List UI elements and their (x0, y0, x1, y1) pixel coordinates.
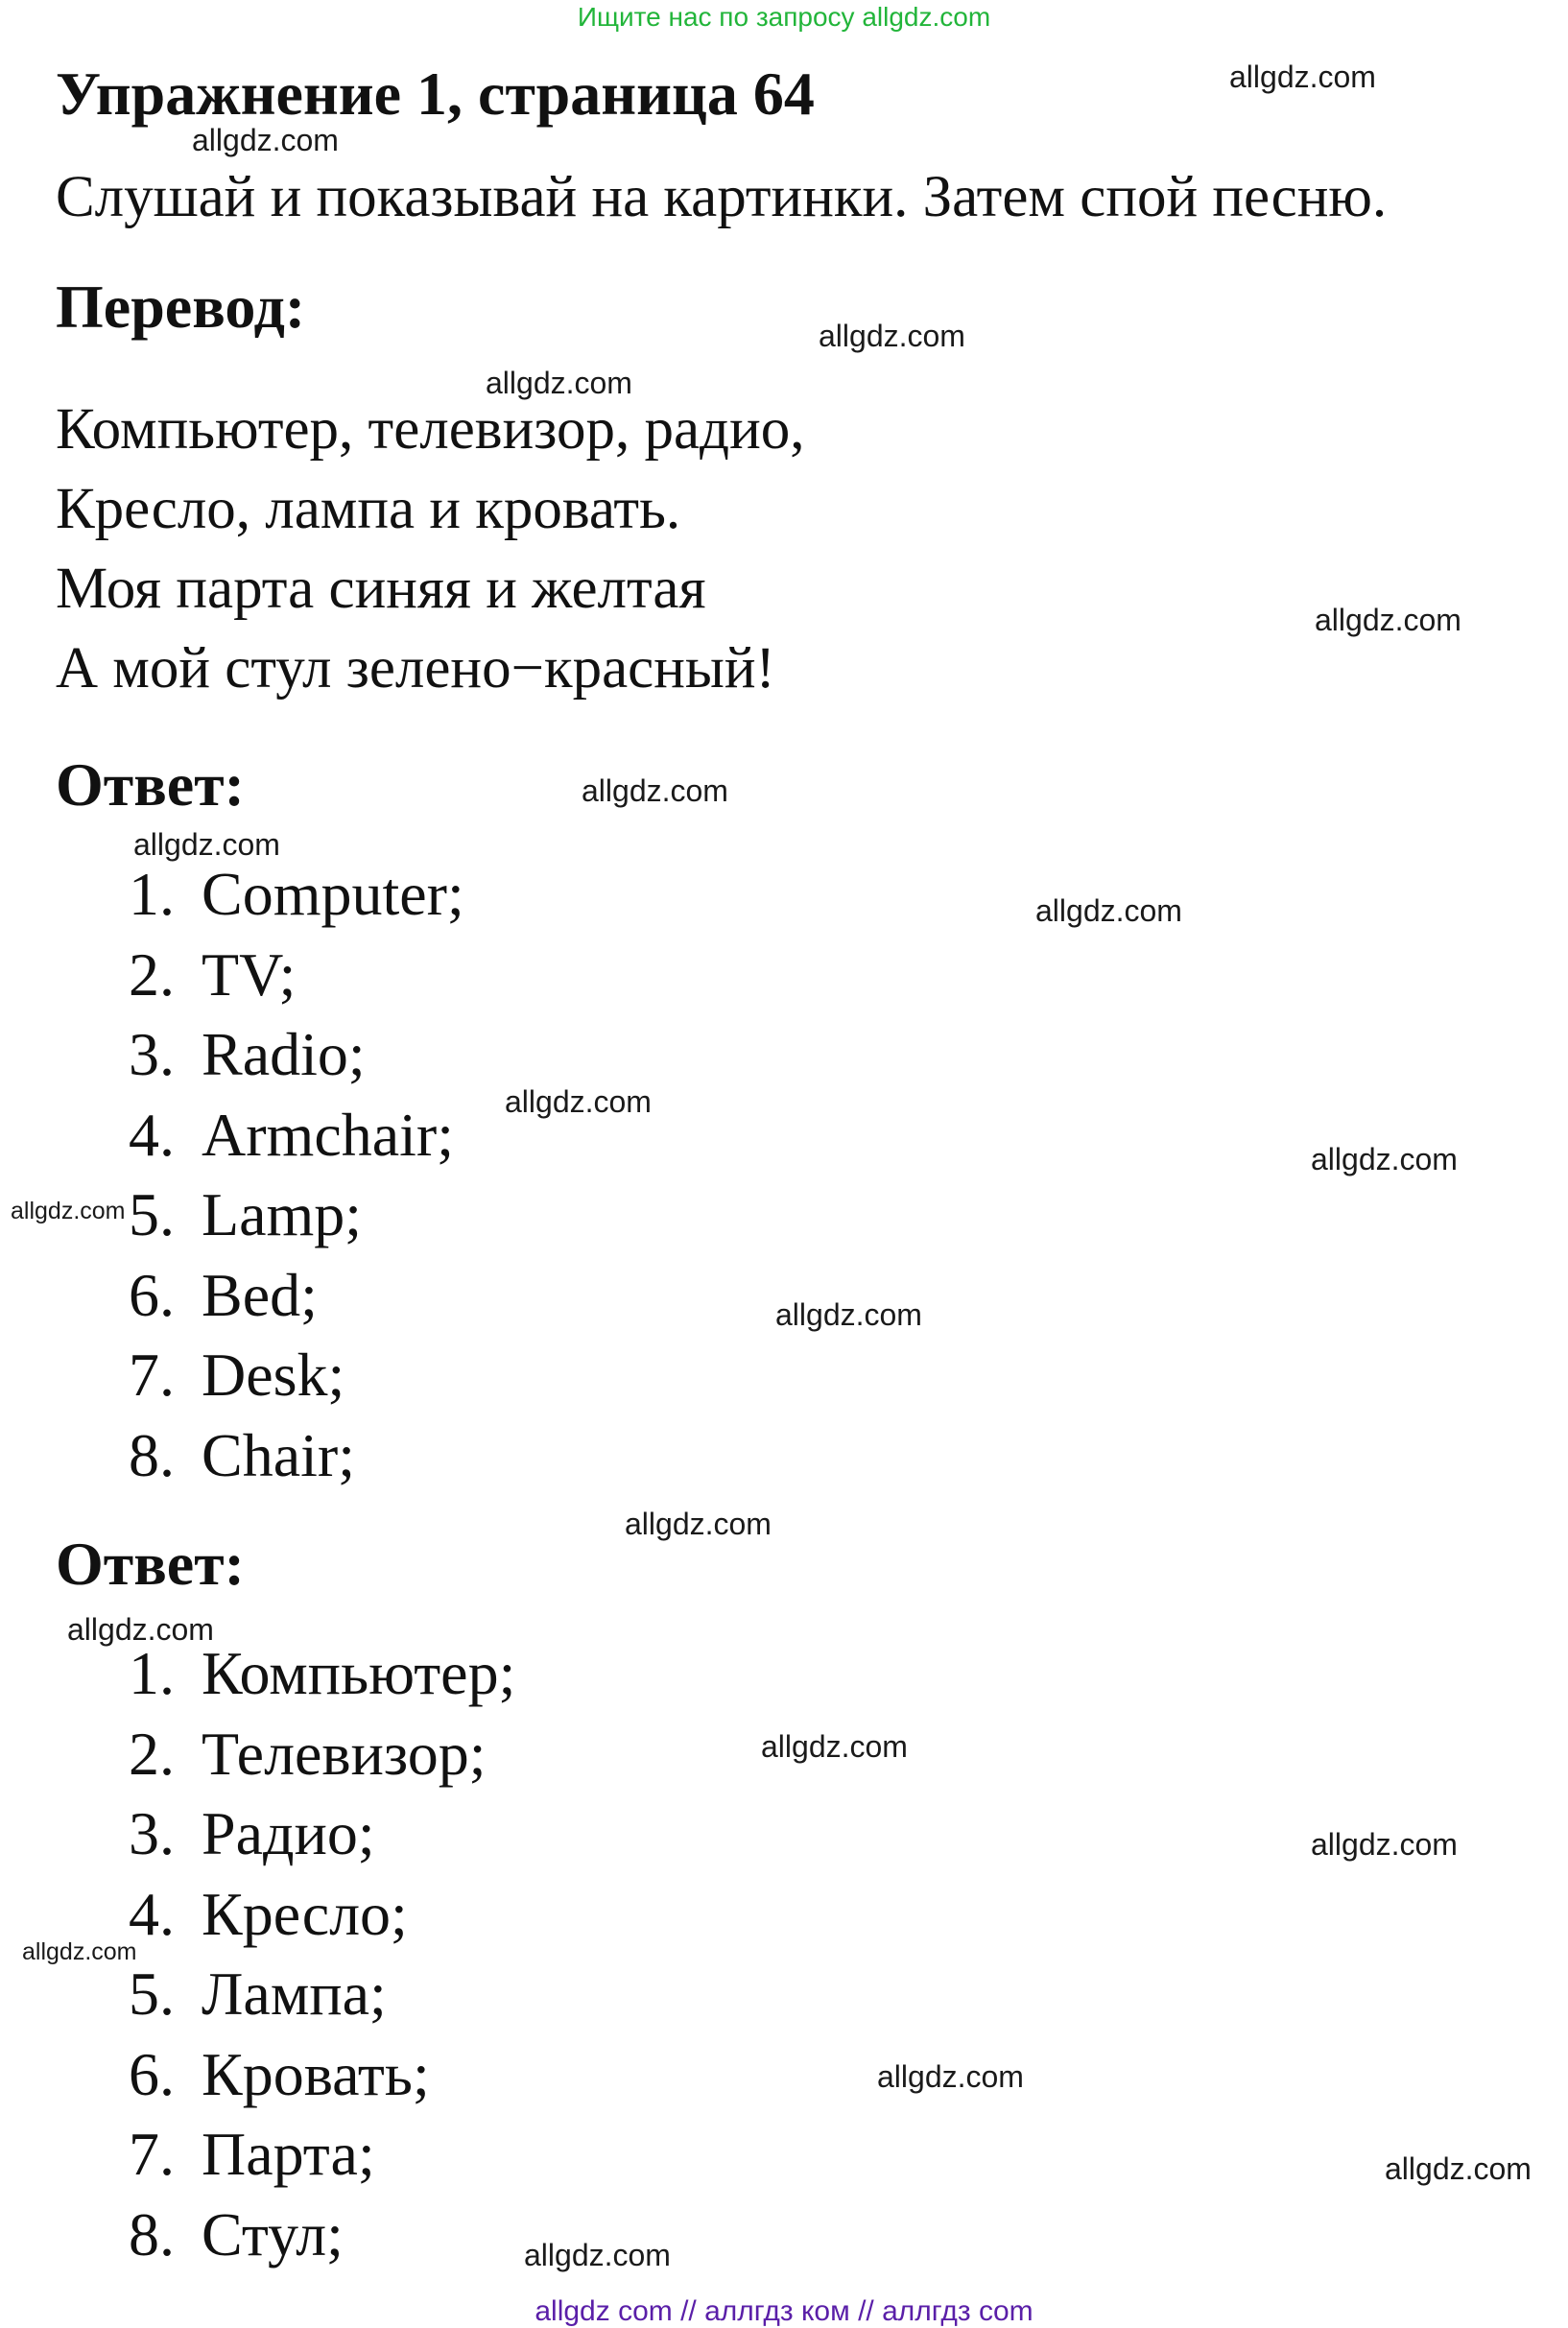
watermark: allgdz.com (877, 2059, 1024, 2094)
poem-line: Компьютер, телевизор, радио, (56, 397, 805, 462)
watermark: allgdz.com (524, 2238, 671, 2272)
item-number: 6. (129, 2039, 175, 2108)
item-text: Телевизор; (202, 1719, 487, 1788)
item-text: TV; (202, 939, 297, 1009)
item-number: 8. (129, 1420, 175, 1489)
poem-line: А мой стул зелено−красный! (56, 636, 775, 701)
item-number: 2. (129, 1719, 175, 1788)
list-item (129, 2034, 1553, 2115)
watermark: allgdz.com (192, 123, 339, 157)
item-number: 5. (129, 1960, 175, 2028)
watermark: allgdz.com (582, 773, 728, 808)
item-text: Radio; (202, 1020, 366, 1088)
item-number: 5. (129, 1180, 175, 1248)
watermark: allgdz.com (22, 1938, 137, 1965)
item-text: Chair; (202, 1420, 355, 1489)
item-number: 2. (129, 939, 175, 1009)
item-number: 1. (129, 1639, 175, 1707)
list-item (129, 1874, 1553, 1955)
list-item (129, 2114, 1553, 2195)
answer-heading-russian: Ответ: (56, 1530, 245, 1598)
item-number: 7. (129, 2120, 175, 2188)
item-number: 3. (129, 1020, 175, 1088)
watermark: allgdz.com (11, 1198, 126, 1224)
list-item (129, 2195, 1553, 2275)
item-number: 7. (129, 1341, 175, 1409)
list-item (129, 1954, 1553, 2034)
item-number: 8. (129, 2199, 175, 2269)
watermark: allgdz.com (1311, 1142, 1458, 1176)
watermark: allgdz.com (775, 1297, 922, 1332)
watermark: allgdz.com (1035, 893, 1182, 928)
watermark: allgdz.com (133, 827, 280, 862)
watermark: allgdz.com (819, 319, 965, 353)
translation-poem (56, 390, 1553, 708)
item-text: Стул; (202, 2199, 344, 2269)
watermark: allgdz.com (1385, 2151, 1532, 2186)
watermark: allgdz.com (1315, 603, 1461, 637)
watermark: allgdz.com (1229, 59, 1376, 94)
exercise-title: Упражнение 1, страница 64 (56, 59, 815, 128)
instruction-text: Слушай и показывай на картинки. Затем спой песню. (56, 165, 1388, 229)
item-text: Bed; (202, 1260, 318, 1329)
item-text: Armchair; (202, 1100, 454, 1169)
item-number: 1. (129, 860, 175, 928)
item-text: Кровать; (202, 2039, 430, 2108)
watermark: allgdz.com (761, 1729, 908, 1764)
item-text: Computer; (202, 860, 464, 928)
watermark: allgdz.com (625, 1507, 772, 1541)
list-item (129, 854, 1553, 935)
item-number: 4. (129, 1879, 175, 1948)
watermark: allgdz.com (505, 1084, 652, 1119)
item-text: Desk; (202, 1341, 345, 1409)
answer-heading-english: Ответ: (56, 750, 245, 819)
translation-heading: Перевод: (56, 273, 306, 341)
poem-line: Кресло, лампа и кровать. (56, 477, 681, 541)
list-item (129, 935, 1553, 1015)
item-text: Lamp; (202, 1180, 363, 1248)
item-number: 4. (129, 1100, 175, 1169)
list-item (129, 1175, 1553, 1255)
item-number: 3. (129, 1799, 175, 1867)
watermark: allgdz.com (1311, 1827, 1458, 1862)
list-item (129, 1335, 1553, 1415)
watermark: allgdz.com (486, 366, 632, 400)
item-text: Парта; (202, 2120, 375, 2188)
footer-watermark: allgdz com // аллгдз ком // аллгдз com (535, 2295, 1033, 2327)
item-text: Радио; (202, 1799, 375, 1867)
item-text: Компьютер; (202, 1639, 516, 1707)
watermark: allgdz.com (67, 1612, 214, 1647)
item-number: 6. (129, 1260, 175, 1329)
item-text: Лампа; (202, 1960, 387, 2028)
list-item (129, 1014, 1553, 1095)
poem-line: Моя парта синяя и желтая (56, 557, 706, 621)
list-item (129, 1633, 1553, 1714)
item-text: Кресло; (202, 1879, 408, 1948)
top-banner: Ищите нас по запросу allgdz.com (577, 2, 991, 32)
list-item (129, 1415, 1553, 1496)
